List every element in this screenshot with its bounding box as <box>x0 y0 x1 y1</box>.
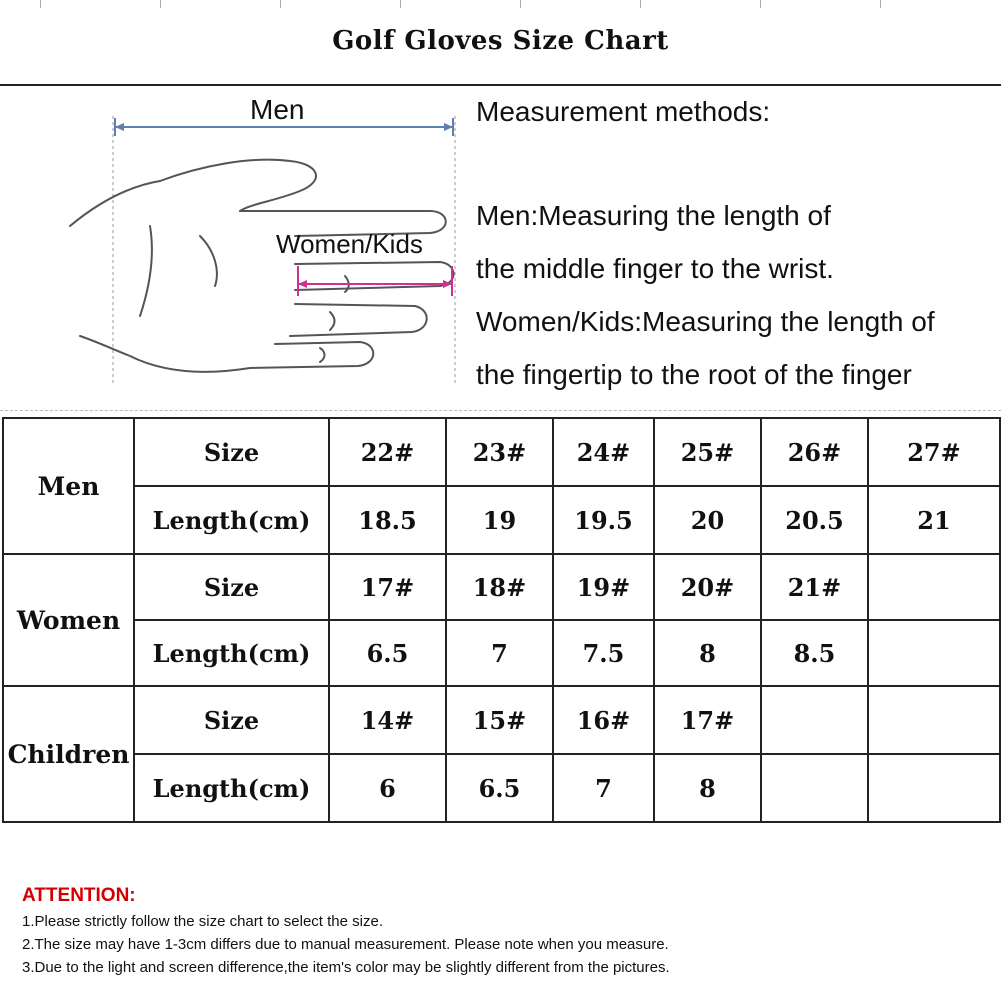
table-cell: 6.5 <box>329 620 446 686</box>
table-cell: 26# <box>761 418 868 486</box>
group-label-men: Men <box>3 418 134 554</box>
table-cell: 8.5 <box>761 620 868 686</box>
table-cell: 8 <box>654 754 761 822</box>
table-row <box>3 554 1000 620</box>
row-label-length: Length(cm) <box>134 754 329 822</box>
table-cell: 22# <box>329 418 446 486</box>
table-cell: 17# <box>654 686 761 754</box>
table-row <box>3 754 1000 822</box>
women-kids-measure-label: Women/Kids <box>276 229 423 259</box>
table-cell: 19 <box>446 486 553 554</box>
methods-line: Men:Measuring the length of <box>476 200 831 231</box>
group-label-women: Women <box>3 554 134 686</box>
section-divider <box>0 410 1001 411</box>
methods-line: Women/Kids:Measuring the length of <box>476 306 935 337</box>
hand-outline <box>70 160 454 372</box>
methods-title: Measurement methods: <box>476 96 771 127</box>
size-chart-table <box>2 417 1001 823</box>
table-cell <box>761 754 868 822</box>
table-cell: 20.5 <box>761 486 868 554</box>
attention-notes <box>22 885 670 976</box>
title-band <box>0 0 1001 86</box>
table-cell: 18.5 <box>329 486 446 554</box>
table-cell: 25# <box>654 418 761 486</box>
divider-tick <box>40 0 41 8</box>
methods-line: the middle finger to the wrist. <box>476 253 834 284</box>
row-label-size: Size <box>134 418 329 486</box>
divider-tick <box>400 0 401 8</box>
table-row <box>3 486 1000 554</box>
row-label-size: Size <box>134 686 329 754</box>
table-cell: 6 <box>329 754 446 822</box>
table-row <box>3 686 1000 754</box>
table-cell: 18# <box>446 554 553 620</box>
table-cell: 8 <box>654 620 761 686</box>
table-cell: 27# <box>868 418 1000 486</box>
table-cell <box>868 754 1000 822</box>
methods-line: the fingertip to the root of the finger <box>476 359 912 390</box>
divider-tick <box>640 0 641 8</box>
attention-line: 1.Please strictly follow the size chart to select the size. <box>22 913 383 930</box>
men-measure-label: Men <box>250 94 305 125</box>
row-label-length: Length(cm) <box>134 486 329 554</box>
table-cell: 6.5 <box>446 754 553 822</box>
table-cell: 23# <box>446 418 553 486</box>
table-cell <box>761 686 868 754</box>
table-cell: 20# <box>654 554 761 620</box>
group-label-children: Children <box>3 686 134 822</box>
divider-tick <box>280 0 281 8</box>
table-cell <box>868 554 1000 620</box>
table-cell <box>868 620 1000 686</box>
table-cell: 17# <box>329 554 446 620</box>
divider-tick <box>520 0 521 8</box>
table-row <box>3 418 1000 486</box>
divider-tick <box>880 0 881 8</box>
table-cell: 20 <box>654 486 761 554</box>
row-label-length: Length(cm) <box>134 620 329 686</box>
table-cell <box>868 686 1000 754</box>
table-cell: 15# <box>446 686 553 754</box>
table-cell: 7 <box>446 620 553 686</box>
table-cell: 19.5 <box>553 486 654 554</box>
page-title: Golf Gloves Size Chart <box>332 26 669 56</box>
table-cell: 7 <box>553 754 654 822</box>
attention-line: 2.The size may have 1-3cm differs due to manual measurement. Please note when you measure. <box>22 936 669 953</box>
attention-title: ATTENTION: <box>22 885 136 906</box>
table-cell: 7.5 <box>553 620 654 686</box>
table-cell: 21# <box>761 554 868 620</box>
divider-tick <box>760 0 761 8</box>
divider-tick <box>160 0 161 8</box>
women-kids-measure-line <box>298 266 452 296</box>
table-row <box>3 620 1000 686</box>
table-cell: 24# <box>553 418 654 486</box>
attention-line: 3.Due to the light and screen difference,the item's color may be slightly different from the pictures. <box>22 959 670 976</box>
table-cell: 14# <box>329 686 446 754</box>
row-label-size: Size <box>134 554 329 620</box>
table-cell: 16# <box>553 686 654 754</box>
table-cell: 19# <box>553 554 654 620</box>
table-cell: 21 <box>868 486 1000 554</box>
